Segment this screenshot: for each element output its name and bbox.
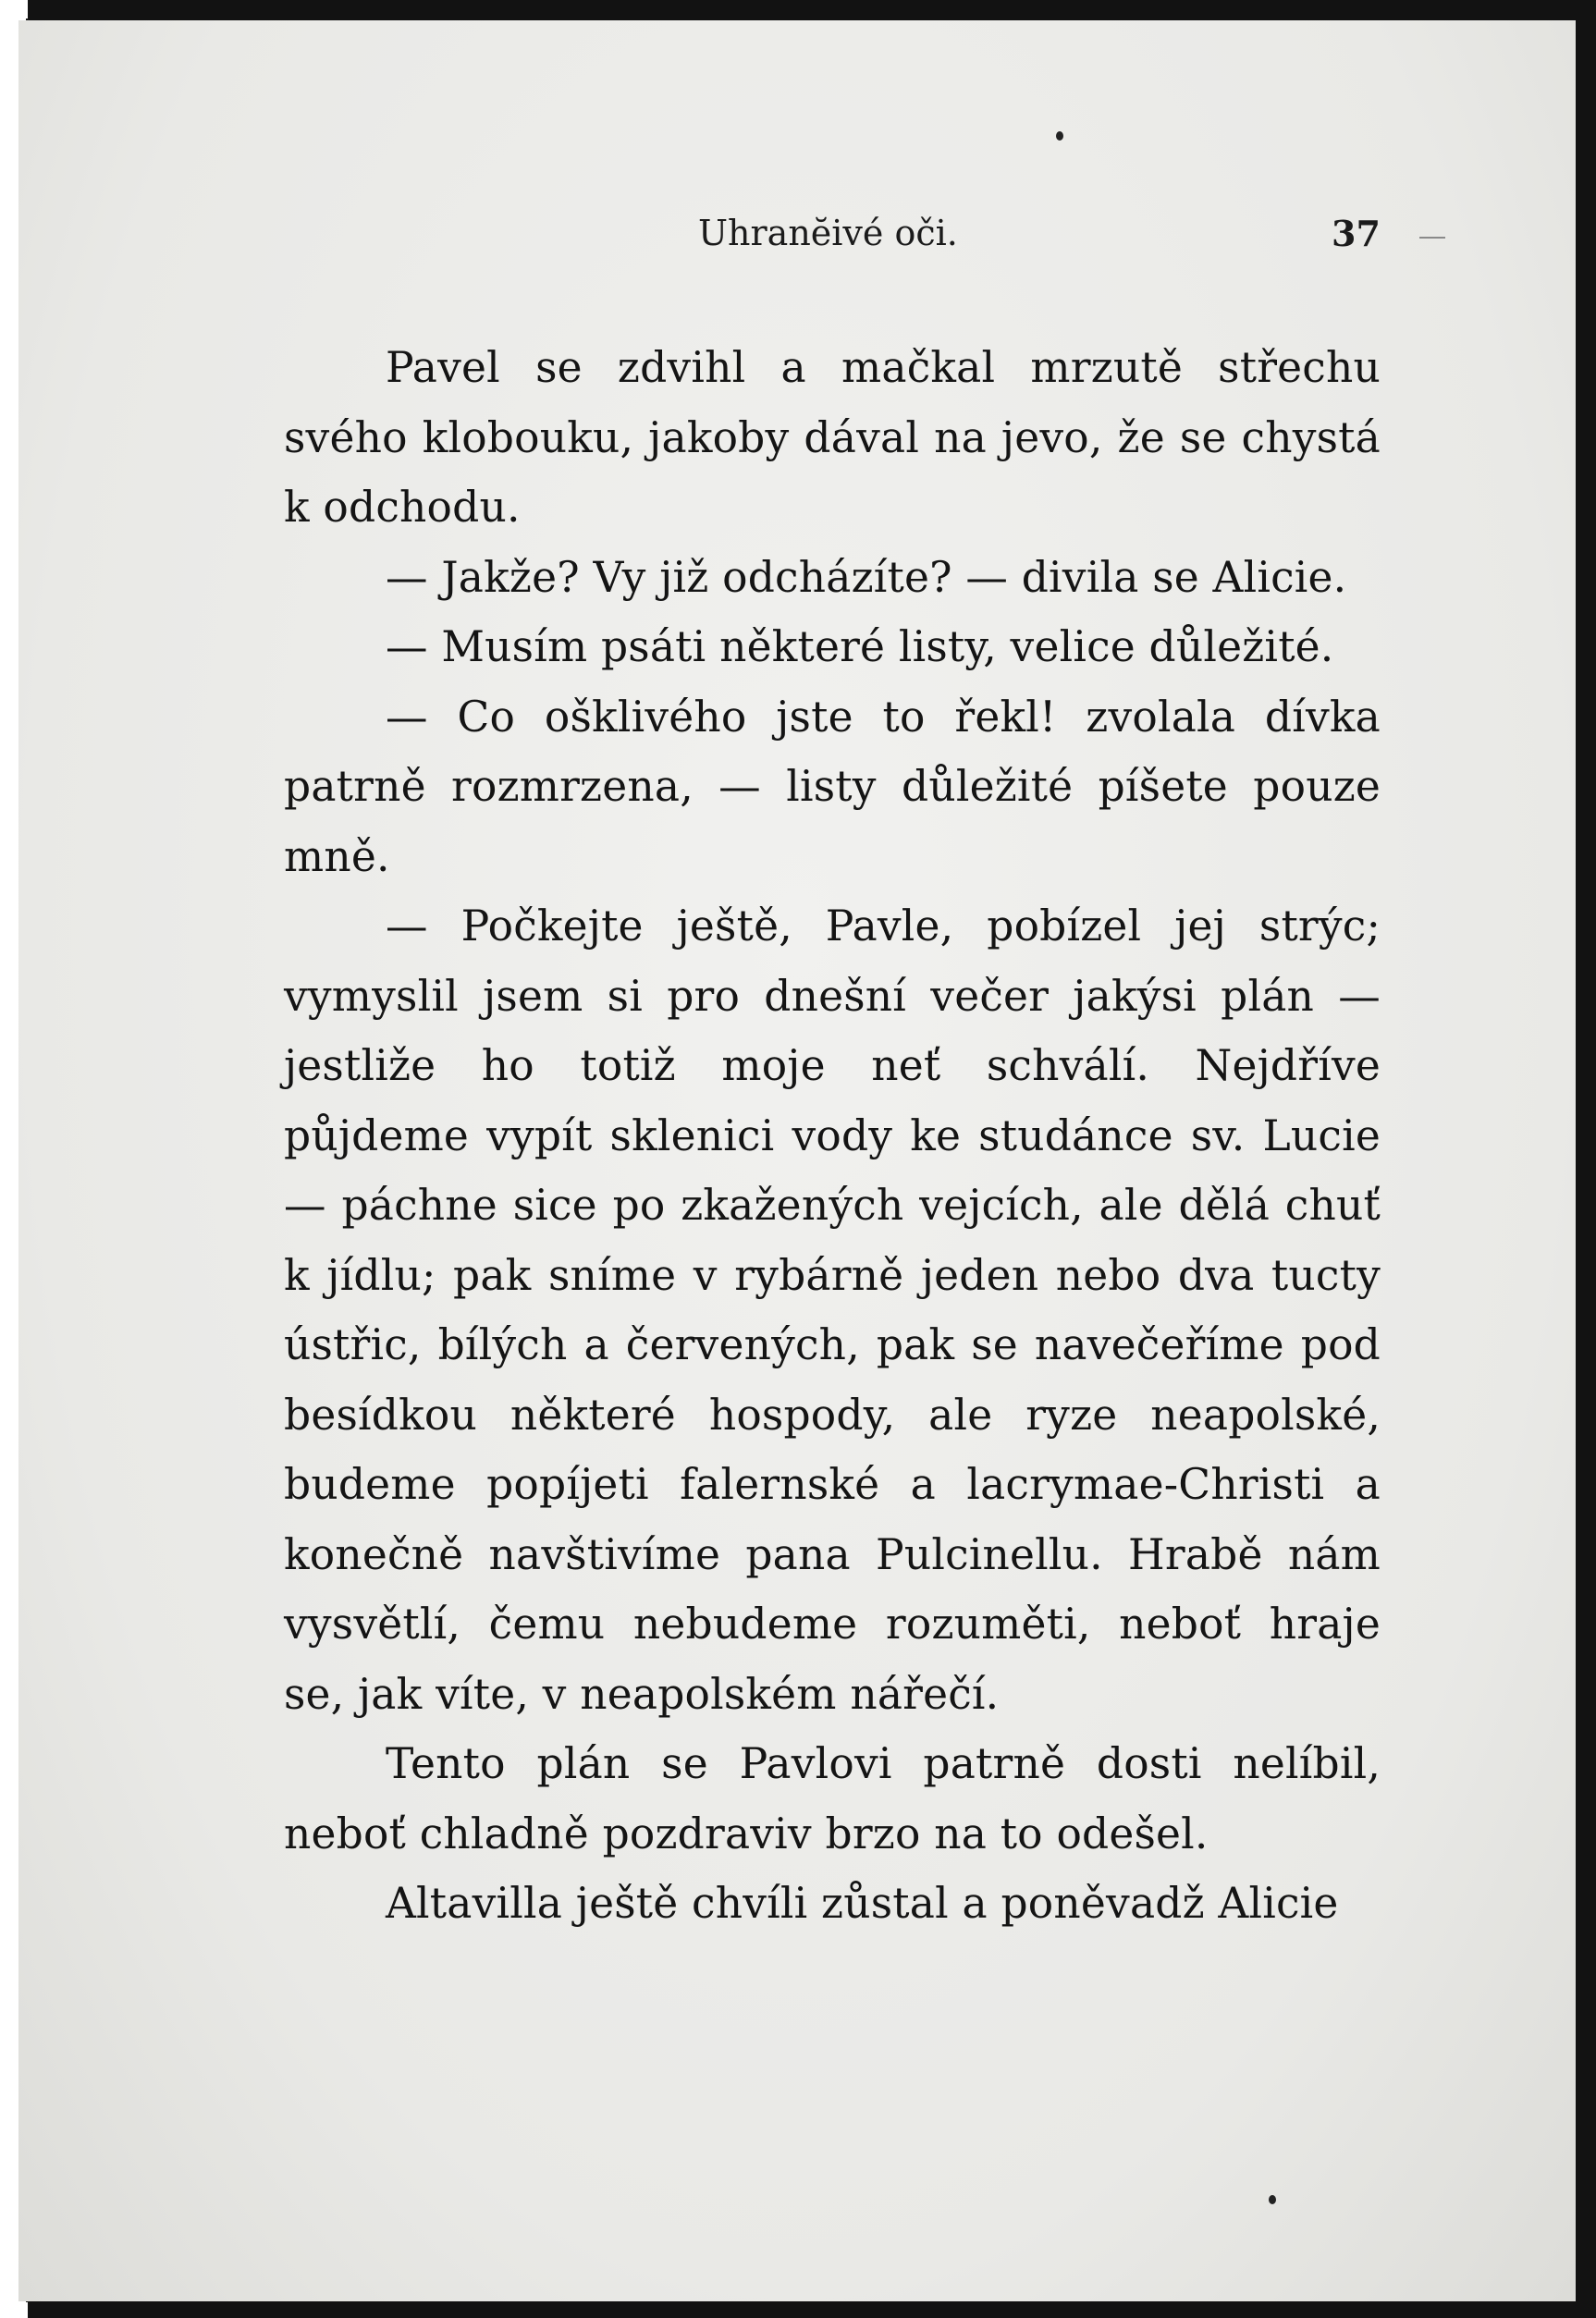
paragraph: Pavel se zdvihl a mačkal mrzutě střechu svého klobouku, jakoby dával na jevo, že se chystá k odchodu. (284, 343, 1381, 532)
paragraph: — Co ošklivého jste to řekl! zvolala dívka patrně rozmrzena, — listy důležité píšete pouze mně. (284, 692, 1381, 881)
paragraph: — Musím psáti některé listy, velice důležité. (386, 622, 1334, 671)
body-text (284, 333, 1381, 1939)
page-header (0, 213, 1596, 268)
ink-speck (1056, 131, 1063, 141)
paragraph: Tento plán se Pavlovi patrně dosti nelíbil, neboť chladně pozdraviv brzo na to odešel. (284, 1739, 1381, 1858)
paragraph: — Jakže? Vy již odcházíte? — divila se Alicie. (386, 552, 1347, 602)
page-number: 37 (1332, 213, 1381, 254)
paragraph: Altavilla ještě chvíli zůstal a poněvadž Alicie (386, 1879, 1339, 1928)
paragraph: — Počkejte ještě, Pavle, pobízel jej strýc; vymyslil jsem si pro dnešní večer jakýsi plán — jestliže ho totiž moje neť schválí. Nejdříve půjdeme vypít sklenici vody ke studánce sv. Lucie — páchne sice po zkažených vejcích, ale dělá chuť k jídlu; pak sníme v rybárně jeden nebo dva tucty ústřic, bílých a červených, pak se navečeříme pod besídkou některé hospody, ale ryze neapolské, budeme popíjeti falernské a lacrymae-Christi a konečně navštivíme pana Pulcinellu. Hrabě nám vysvětlí, čemu nebudeme rozuměti, neboť hraje se, jak víte, v neapolském nářečí. (284, 901, 1381, 1719)
ink-speck (1269, 2195, 1276, 2204)
running-head: Uhranĕivé oči. (698, 213, 958, 253)
header-dash (1419, 237, 1445, 239)
